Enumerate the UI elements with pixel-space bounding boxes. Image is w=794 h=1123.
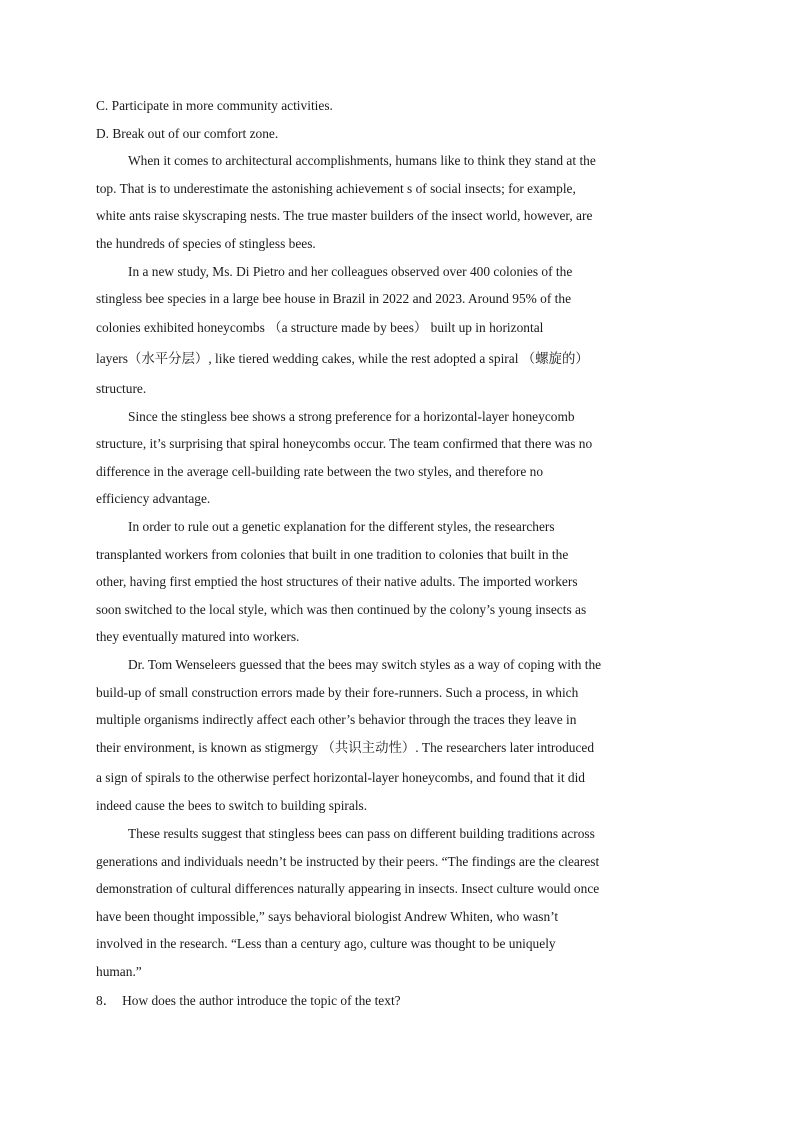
paragraph-4-line-5: they eventually matured into workers.: [96, 629, 300, 644]
paragraph-6-line-3: demonstration of cultural differences naturally appearing in insects. Insect culture would once: [96, 881, 600, 896]
paragraph-4-line-4: soon switched to the local style, which was then continued by the colony’s young insects as: [96, 602, 587, 617]
paragraph-4-line-1: In order to rule out a genetic explanation for the different styles, the researchers: [128, 519, 555, 534]
question-text: How does the author introduce the topic of the text?: [122, 993, 401, 1008]
paragraph-5-line-3: multiple organisms indirectly affect each other’s behavior through the traces they leave in: [96, 712, 577, 727]
paragraph-2-line-4: layers（水平分层）, like tiered wedding cakes, while the rest adopted a spiral （螺旋的）: [96, 351, 589, 366]
paragraph-6-line-1: These results suggest that stingless bees can pass on different building traditions across: [128, 826, 595, 841]
paragraph-5-line-4: their environment, is known as stigmergy （共识主动性）. The researchers later introduced: [96, 740, 595, 755]
question-8: [96, 993, 401, 1009]
paragraph-6-line-4: have been thought impossible,” says behavioral biologist Andrew Whiten, who wasn’t: [96, 909, 559, 924]
paragraph-5-line-1: Dr. Tom Wenseleers guessed that the bees may switch styles as a way of coping with the: [128, 657, 602, 672]
paragraph-3-line-4: efficiency advantage.: [96, 491, 211, 506]
question-number: 8．: [96, 993, 117, 1008]
paragraph-5-line-6: indeed cause the bees to switch to building spirals.: [96, 798, 368, 813]
paragraph-4-line-3: other, having first emptied the host structures of their native adults. The imported workers: [96, 574, 578, 589]
paragraph-1-line-1: When it comes to architectural accomplishments, humans like to think they stand at the: [128, 153, 596, 168]
paragraph-1-line-4: the hundreds of species of stingless bees.: [96, 236, 316, 251]
paragraph-6-line-5: involved in the research. “Less than a century ago, culture was thought to be uniquely: [96, 936, 556, 951]
paragraph-3-line-3: difference in the average cell-building rate between the two styles, and therefore no: [96, 464, 544, 479]
paragraph-2-line-5: structure.: [96, 381, 147, 396]
paragraph-2-line-1: In a new study, Ms. Di Pietro and her colleagues observed over 400 colonies of the: [128, 264, 573, 279]
paragraph-6-line-2: generations and individuals needn’t be instructed by their peers. “The findings are the clearest: [96, 854, 600, 869]
option-c: C. Participate in more community activities.: [96, 98, 333, 113]
paragraph-2-line-3: colonies exhibited honeycombs （a structure made by bees） built up in horizontal: [96, 320, 544, 335]
paragraph-5-line-5: a sign of spirals to the otherwise perfect horizontal-layer honeycombs, and found that it did: [96, 770, 585, 785]
paragraph-4-line-2: transplanted workers from colonies that built in one tradition to colonies that built in the: [96, 547, 569, 562]
option-d: D. Break out of our comfort zone.: [96, 126, 279, 141]
paragraph-3-line-1: Since the stingless bee shows a strong preference for a horizontal-layer honeycomb: [128, 409, 575, 424]
paragraph-3-line-2: structure, it’s surprising that spiral honeycombs occur. The team confirmed that there was no: [96, 436, 593, 451]
paragraph-1-line-2: top. That is to underestimate the astonishing achievement s of social insects; for example,: [96, 181, 576, 196]
paragraph-5-line-2: build-up of small construction errors made by their fore-runners. Such a process, in which: [96, 685, 579, 700]
paragraph-6-line-6: human.”: [96, 964, 142, 979]
paragraph-2-line-2: stingless bee species in a large bee house in Brazil in 2022 and 2023. Around 95% of the: [96, 291, 572, 306]
paragraph-1-line-3: white ants raise skyscraping nests. The true master builders of the insect world, however, are: [96, 208, 593, 223]
